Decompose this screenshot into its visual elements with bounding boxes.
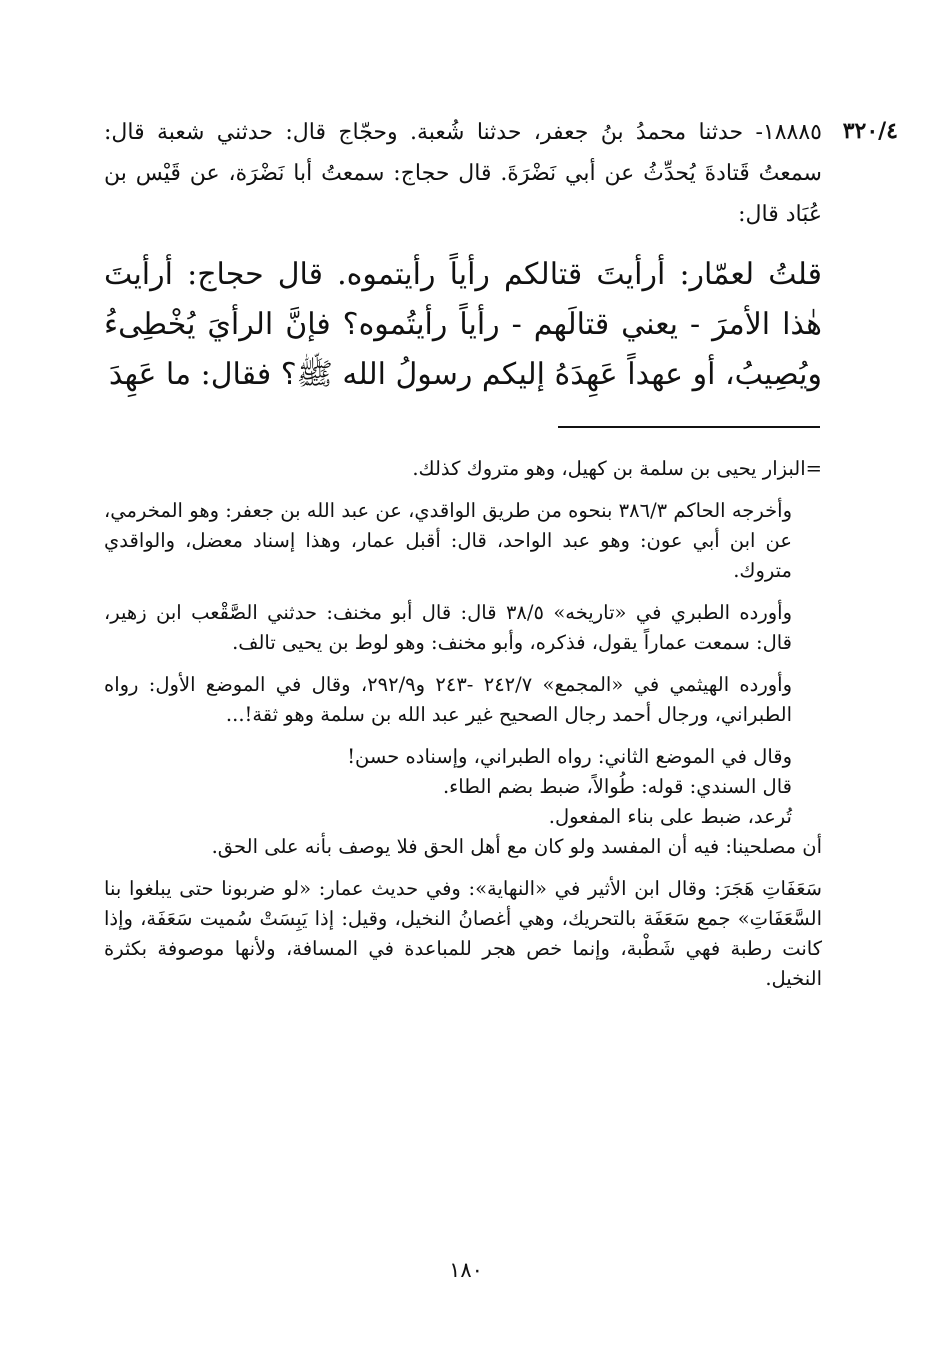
- footnote-paragraph: سَعَفَاتِ هَجَرَ: وقال ابن الأثير في «النهاية»: وفي حديث عمار: «لو ضربونا حتى يبلغوا بنا السَّعَفَاتِ» جمع سَعَفَة بالتحريك، وهي أغصانُ النخيل، وقيل: إذا يَبِسَتْ سُميت سَعَفَة، وإذا كانت رطبة فهي شَطْبة، وإنما خص هجر للمباعدة في المسافة، ولأنها موصوفة بكثرة النخيل.: [104, 877, 822, 990]
- page-number: ١٨٠: [449, 1258, 483, 1282]
- footnote-separator: [558, 426, 820, 428]
- footnote-paragraph: وأورده الطبري في «تاريخه» ٣٨/٥ قال: قال أبو مخنف: حدثني الصَّقْعب ابن زهير، قال: سمعت عماراً يقول، فذكره، وأبو مخنف: وهو لوط بن يحيى تالف.: [104, 601, 792, 654]
- footnotes: [104, 454, 822, 1006]
- hadith-matn: قلتُ لعمّار: أرأيتَ قتالكم رأياً رأيتموه. قال حجاج: أرأيتَ هٰذا الأمرَ - يعني قتالَهم - رأياً رأيتُموه؟ فإنَّ الرأيَ يُخْطِىءُ ويُصِيبُ، أو عهداً عَهِدَهُ إليكم رسولُ الله ﷺ؟ فقال: ما عَهِدَ: [104, 257, 822, 392]
- footnote-paragraph: أن مصلحينا: فيه أن المفسد ولو كان مع أهل الحق فلا يوصف بأنه على الحق.: [211, 835, 822, 858]
- hadith-isnad: ١٨٨٨٥- حدثنا محمدُ بنُ جعفر، حدثنا شُعبة. وحجّاج قال: حدثني شعبة قال: سمعتُ قَتادةَ يُحدِّثُ عن أبي نَضْرَةَ. قال حجاج: سمعتُ أبا نَضْرَة، عن قَيْس بن عُبَاد قال:: [104, 120, 822, 227]
- volume-page-reference: ٣٢٠/٤: [842, 118, 898, 144]
- footnote-paragraph: وأخرجه الحاكم ٣٨٦/٣ بنحوه من طريق الواقدي، عن عبد الله بن جعفر: وهو المخرمي، عن ابن أبي عون: وهو عبد الواحد، قال: أقبل عمار، وهذا إسناد معضل، والواقدي متروك.: [104, 499, 792, 582]
- footnote-paragraph: قال السندي: قوله: طُوالاً، ضبط بضم الطاء.: [442, 775, 792, 798]
- footnote-paragraph: وأورده الهيثمي في «المجمع» ٢٤٢/٧ -٢٤٣ و٢٩٢/٩، وقال في الموضع الأول: رواه الطبراني، ورجال أحمد رجال الصحيح غير عبد الله بن سلمة وهو ثقة!...: [104, 673, 793, 726]
- footnote-paragraph: وقال في الموضع الثاني: رواه الطبراني، وإسناده حسن!: [347, 745, 792, 768]
- footnote-continuation: =البزار يحيى بن سلمة بن كهيل، وهو متروك كذلك.: [412, 457, 822, 480]
- footnote-paragraph: تُرعد، ضبط على بناء المفعول.: [548, 805, 792, 828]
